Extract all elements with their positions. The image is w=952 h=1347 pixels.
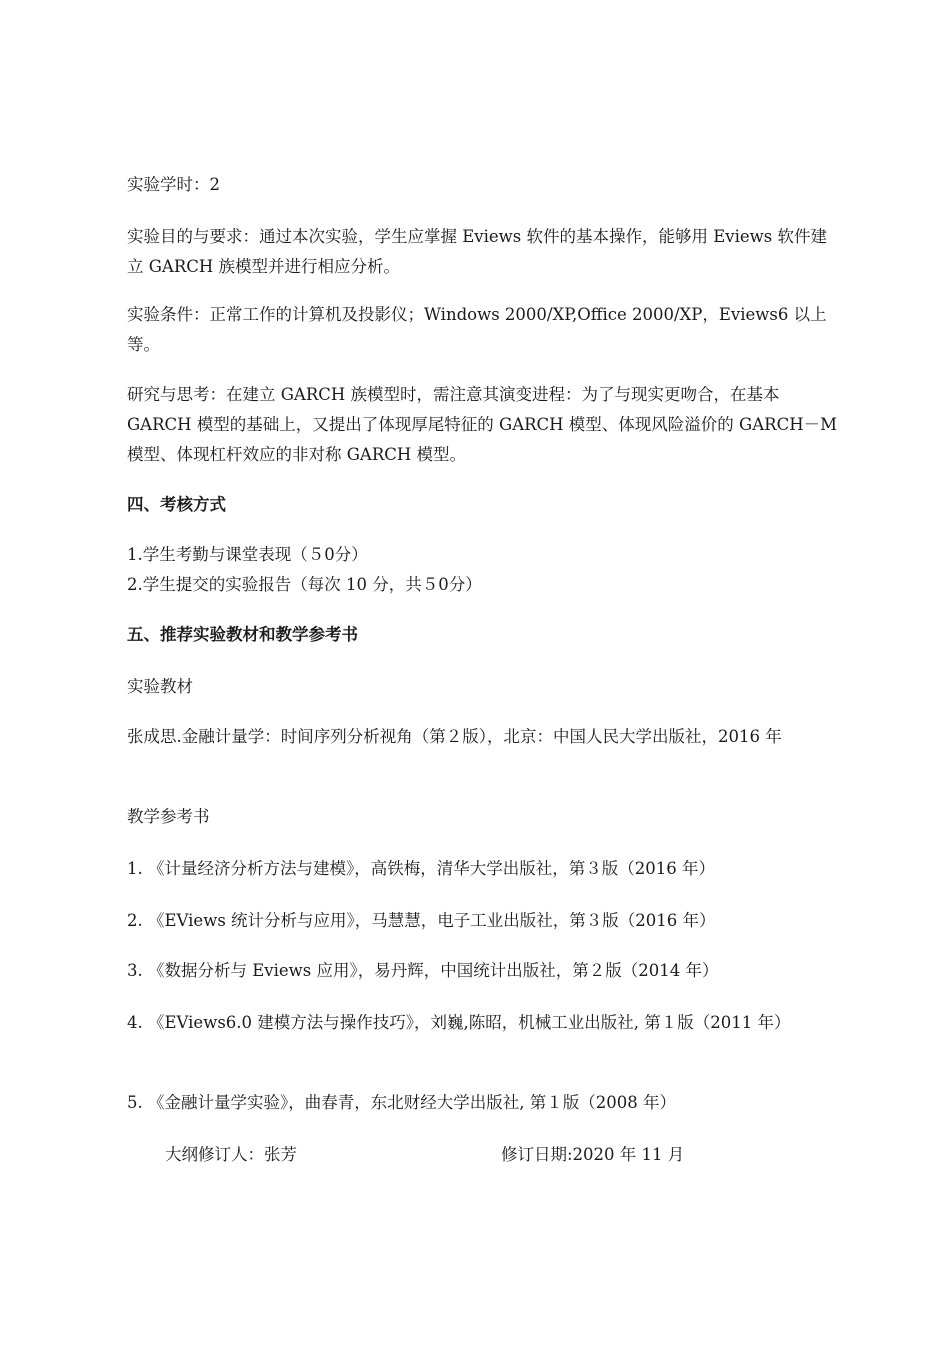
reference-item: 1. 《计量经济分析方法与建模》，高铁梅，清华大学出版社，第３版（2016 年） <box>127 859 715 878</box>
textbook-label: 实验教材 <box>127 677 193 696</box>
experiment-objective: 实验目的与要求：通过本次实验，学生应掌握 Eviews 软件的基本操作，能够用 Eviews 软件建立 GARCH 族模型并进行相应分析。 <box>127 227 827 276</box>
reference-item: 5. 《金融计量学实验》，曲春青，东北财经大学出版社, 第１版（2008 年） <box>127 1093 676 1112</box>
section-4-heading: 四、考核方式 <box>127 495 226 514</box>
textbook-entry: 张成思.金融计量学：时间序列分析视角（第２版），北京：中国人民大学出版社，2016 年 <box>127 727 782 746</box>
reference-item: 2. 《EViews 统计分析与应用》，马慧慧，电子工业出版社，第３版（2016 年） <box>127 911 716 930</box>
signature-line <box>165 1140 845 1170</box>
research-and-thinking: 研究与思考：在建立 GARCH 族模型时，需注意其演变进程：为了与现实更吻合，在基本 GARCH 模型的基础上，又提出了体现厚尾特征的 GARCH 模型、体现风险溢价的 GARCH－M模型、体现杠杆效应的非对称 GARCH 模型。 <box>127 385 837 464</box>
section-5-heading: 五、推荐实验教材和教学参考书 <box>127 625 358 644</box>
assessment-item: 2.学生提交的实验报告（每次 10 分，共５0分） <box>127 575 482 594</box>
revision-date: 修订日期:2020 年 11 月 <box>501 1145 685 1164</box>
assessment-item: 1.学生考勤与课堂表现（５0分） <box>127 545 368 564</box>
reference-item: 4. 《EViews6.0 建模方法与操作技巧》，刘巍,陈昭，机械工业出版社, 第１版（2011 年） <box>127 1013 791 1032</box>
references-label: 教学参考书 <box>127 807 210 826</box>
reference-item: 3. 《数据分析与 Eviews 应用》，易丹辉，中国统计出版社，第２版（2014 年） <box>127 961 719 980</box>
syllabus-reviser: 大纲修订人：张芳 <box>165 1145 297 1164</box>
experiment-conditions: 实验条件：正常工作的计算机及投影仪；Windows 2000/XP,Office 2000/XP，Eviews6 以上等。 <box>127 305 827 354</box>
experiment-hours: 实验学时：2 <box>127 175 220 194</box>
